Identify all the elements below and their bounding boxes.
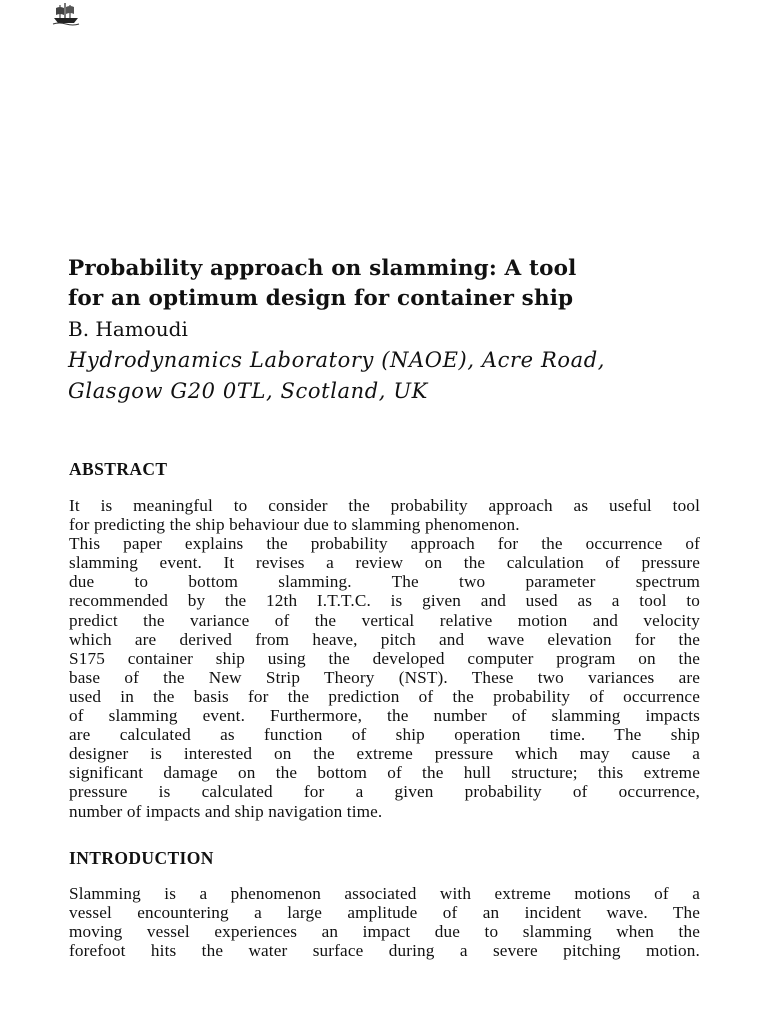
abstract-body [69, 496, 700, 821]
author-name: B. Hamoudi [68, 317, 188, 341]
author-affiliation [68, 345, 605, 407]
affiliation-line: Glasgow G20 0TL, Scotland, UK [68, 379, 428, 403]
abstract-line: This paper explains the probability approach for the occurrence of [69, 534, 700, 554]
abstract-line: significant damage on the bottom of the hull structure; this extreme [69, 763, 700, 783]
abstract-line: due to bottom slamming. The two parameter spectrum [69, 572, 700, 592]
abstract-line: of slamming event. Furthermore, the number of slamming impacts [69, 706, 700, 726]
abstract-line: It is meaningful to consider the probability approach as useful tool [69, 496, 700, 515]
title-line: Probability approach on slamming: A tool [68, 256, 577, 281]
introduction-line: vessel encountering a large amplitude of an incident wave. The [69, 903, 700, 923]
abstract-line: used in the basis for the prediction of the probability of occurrence [69, 686, 700, 706]
introduction-line: forefoot hits the water surface during a severe pitching motion. [69, 941, 700, 961]
abstract-line: predict the variance of the vertical relative motion and velocity [69, 610, 700, 630]
paper-title [68, 254, 708, 314]
abstract-line: base of the New Strip Theory (NST). These two variances are [69, 667, 700, 687]
title-line: for an optimum design for container ship [68, 286, 574, 311]
ship-logo-icon [52, 2, 80, 26]
abstract-line: S175 container ship using the developed computer program on the [69, 648, 700, 668]
abstract-line: for predicting the ship behaviour due to slamming phenomenon. [69, 515, 520, 535]
abstract-line: are calculated as function of ship operation time. The ship [69, 725, 700, 745]
introduction-line: moving vessel experiences an impact due to slamming when the [69, 922, 700, 942]
introduction-heading: INTRODUCTION [69, 848, 214, 868]
abstract-line: pressure is calculated for a given probability of occurrence, [69, 782, 700, 802]
introduction-body [69, 884, 700, 960]
abstract-heading: ABSTRACT [69, 459, 168, 479]
affiliation-line: Hydrodynamics Laboratory (NAOE), Acre Road, [68, 348, 606, 372]
introduction-line: Slamming is a phenomenon associated with extreme motions of a [69, 884, 700, 903]
abstract-line: designer is interested on the extreme pressure which may cause a [69, 744, 700, 764]
abstract-line: number of impacts and ship navigation time. [69, 801, 383, 821]
abstract-line: slamming event. It revises a review on the calculation of pressure [69, 553, 700, 573]
abstract-line: which are derived from heave, pitch and wave elevation for the [69, 629, 700, 649]
abstract-line: recommended by the 12th I.T.T.C. is given and used as a tool to [69, 591, 700, 611]
